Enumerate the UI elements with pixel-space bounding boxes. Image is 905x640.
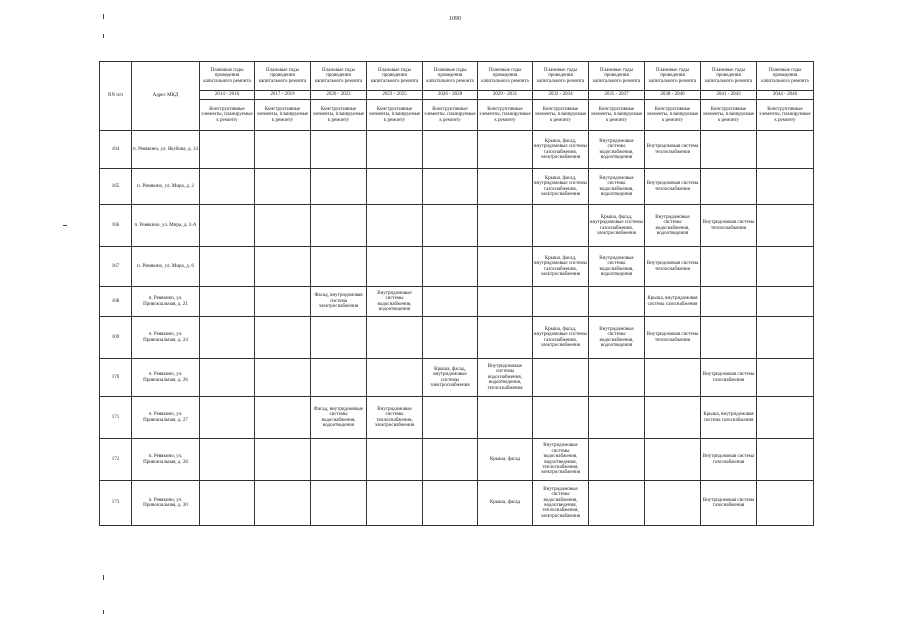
repair-elements-cell bbox=[478, 397, 533, 439]
period-elements-header: Конструктивные элементы, планируемые к ремонту bbox=[701, 100, 757, 131]
repair-elements-cell bbox=[200, 169, 255, 205]
repair-elements-cell: Внутридомовая система теплоснабжения bbox=[645, 247, 701, 287]
repair-elements-cell bbox=[423, 287, 478, 317]
repair-elements-cell bbox=[311, 247, 367, 287]
repair-elements-cell bbox=[311, 481, 367, 526]
table-row bbox=[100, 317, 814, 359]
repair-elements-cell bbox=[423, 397, 478, 439]
repair-elements-cell: Внутридомовая система теплоснабжения bbox=[701, 205, 757, 247]
row-address: п. Ревякино, ул. Привокзальная, д. 30 bbox=[132, 481, 200, 526]
period-title-header: Плановые годы проведения капитального ремонта bbox=[423, 62, 478, 91]
row-address: п. Ревякино, ул. Якубова, д. 14 bbox=[132, 131, 200, 169]
repair-elements-cell: Внутридомовая система газоснабжения bbox=[701, 439, 757, 481]
repair-elements-cell bbox=[645, 359, 701, 397]
period-title-header: Плановые годы проведения капитального ремонта bbox=[645, 62, 701, 91]
period-elements-header: Конструктивные элементы, планируемые к ремонту bbox=[533, 100, 589, 131]
period-elements-header: Конструктивные элементы, планируемые к ремонту bbox=[200, 100, 255, 131]
repair-elements-cell bbox=[367, 205, 423, 247]
repair-elements-cell: Крыша, фасад bbox=[478, 439, 533, 481]
period-elements-header: Конструктивные элементы, планируемые к ремонту bbox=[367, 100, 423, 131]
repair-elements-cell bbox=[589, 481, 645, 526]
row-number: 169 bbox=[100, 317, 132, 359]
repair-elements-cell bbox=[757, 247, 814, 287]
period-elements-header: Конструктивные элементы, планируемые к ремонту bbox=[423, 100, 478, 131]
table-row bbox=[100, 205, 814, 247]
repair-elements-cell bbox=[478, 317, 533, 359]
repair-elements-cell: Внутридомовая система теплоснабжения bbox=[645, 169, 701, 205]
row-number: 168 bbox=[100, 287, 132, 317]
repair-elements-cell: Внутридомовые системы водоснабжения, водоотведения bbox=[589, 169, 645, 205]
repair-elements-cell bbox=[478, 205, 533, 247]
repair-elements-cell: Внутридомовая система газоснабжения bbox=[701, 481, 757, 526]
repair-elements-cell bbox=[757, 287, 814, 317]
repair-elements-cell bbox=[311, 439, 367, 481]
scan-mark bbox=[103, 14, 104, 19]
repair-elements-cell bbox=[200, 287, 255, 317]
repair-schedule-table bbox=[99, 61, 814, 526]
period-range-header: 2014 - 2016 bbox=[200, 91, 255, 100]
column-header-number: NN п/п bbox=[100, 62, 132, 131]
table-row bbox=[100, 131, 814, 169]
repair-elements-cell bbox=[367, 359, 423, 397]
repair-elements-cell: Внутридомовые системы водоснабжения, водоотведения, теплоснабжения, электроснабжения bbox=[533, 439, 589, 481]
repair-elements-cell bbox=[701, 247, 757, 287]
period-title-header: Плановые годы проведения капитального ремонта bbox=[255, 62, 311, 91]
repair-elements-cell bbox=[367, 247, 423, 287]
repair-elements-cell bbox=[757, 317, 814, 359]
repair-elements-cell bbox=[200, 397, 255, 439]
row-address: п. Ревякино, ул. Привокзальная, д. 26 bbox=[132, 359, 200, 397]
row-address: п. Ревякино, ул. Привокзальная, д. 28 bbox=[132, 439, 200, 481]
repair-elements-cell bbox=[200, 131, 255, 169]
repair-elements-cell bbox=[757, 481, 814, 526]
repair-elements-cell bbox=[311, 359, 367, 397]
repair-elements-cell bbox=[423, 169, 478, 205]
period-range-header: 2026 - 2028 bbox=[423, 91, 478, 100]
repair-elements-cell bbox=[200, 317, 255, 359]
repair-elements-cell: Внутридомовая система газоснабжения bbox=[701, 359, 757, 397]
repair-elements-cell bbox=[533, 397, 589, 439]
repair-elements-cell bbox=[757, 397, 814, 439]
repair-elements-cell bbox=[757, 439, 814, 481]
repair-elements-cell bbox=[701, 169, 757, 205]
repair-elements-cell: Внутридомовые системы водоснабжения, водоотведения bbox=[589, 247, 645, 287]
repair-elements-cell: Внутридомовые системы водоснабжения, водоотведения bbox=[367, 287, 423, 317]
row-address: п. Ревякино, ул. Мира, д. 2-А bbox=[132, 205, 200, 247]
repair-elements-cell: Внутридомовая система теплоснабжения bbox=[645, 131, 701, 169]
repair-elements-cell bbox=[255, 439, 311, 481]
table-row bbox=[100, 481, 814, 526]
table-row bbox=[100, 359, 814, 397]
repair-elements-cell bbox=[589, 439, 645, 481]
repair-elements-cell bbox=[255, 205, 311, 247]
repair-elements-cell: Внутридомовые системы водоснабжения, водоотведения bbox=[589, 131, 645, 169]
repair-elements-cell bbox=[255, 287, 311, 317]
row-number: 172 bbox=[100, 439, 132, 481]
repair-elements-cell bbox=[423, 481, 478, 526]
table-row bbox=[100, 397, 814, 439]
repair-elements-cell: Внутридомовые системы водоснабжения, водоотведения, теплоснабжения bbox=[478, 359, 533, 397]
repair-elements-cell bbox=[701, 317, 757, 359]
repair-elements-cell bbox=[311, 131, 367, 169]
period-elements-header: Конструктивные элементы, планируемые к ремонту bbox=[478, 100, 533, 131]
repair-elements-cell bbox=[255, 317, 311, 359]
row-address: п. Ревякино, ул. Привокзальная, д. 21 bbox=[132, 287, 200, 317]
repair-elements-cell bbox=[255, 359, 311, 397]
repair-elements-cell bbox=[645, 397, 701, 439]
repair-elements-cell: Крыша, фасад bbox=[478, 481, 533, 526]
repair-elements-cell bbox=[701, 287, 757, 317]
scan-mark bbox=[63, 225, 67, 226]
repair-elements-cell bbox=[255, 397, 311, 439]
period-title-header: Плановые годы проведения капитального ремонта bbox=[533, 62, 589, 91]
repair-elements-cell: Внутридомовые системы водоснабжения, водоотведения bbox=[645, 205, 701, 247]
repair-elements-cell bbox=[367, 439, 423, 481]
repair-elements-cell bbox=[367, 131, 423, 169]
period-elements-header: Конструктивные элементы, планируемые к ремонту bbox=[645, 100, 701, 131]
scan-mark bbox=[103, 34, 104, 38]
repair-elements-cell bbox=[423, 247, 478, 287]
period-title-header: Плановые годы проведения капитального ремонта bbox=[200, 62, 255, 91]
repair-elements-cell bbox=[533, 287, 589, 317]
period-title-header: Плановые годы проведения капитального ремонта bbox=[367, 62, 423, 91]
row-number: 166 bbox=[100, 205, 132, 247]
repair-elements-cell bbox=[589, 359, 645, 397]
row-number: 164 bbox=[100, 131, 132, 169]
repair-elements-cell bbox=[533, 359, 589, 397]
period-range-header: 2035 - 2037 bbox=[589, 91, 645, 100]
repair-elements-cell bbox=[255, 169, 311, 205]
period-title-header: Плановые годы проведения капитального ремонта bbox=[478, 62, 533, 91]
header-row-ranges bbox=[100, 91, 814, 100]
row-number: 171 bbox=[100, 397, 132, 439]
repair-elements-cell bbox=[367, 481, 423, 526]
repair-elements-cell bbox=[423, 205, 478, 247]
repair-elements-cell bbox=[367, 169, 423, 205]
header-row-elements bbox=[100, 100, 814, 131]
repair-elements-cell bbox=[200, 481, 255, 526]
repair-elements-cell bbox=[589, 287, 645, 317]
repair-elements-cell bbox=[200, 439, 255, 481]
scan-mark bbox=[103, 575, 104, 580]
repair-elements-cell bbox=[255, 247, 311, 287]
column-header-address: Адрес МКД bbox=[132, 62, 200, 131]
row-number: 167 bbox=[100, 247, 132, 287]
period-title-header: Плановые годы проведения капитального ремонта bbox=[757, 62, 814, 91]
repair-elements-cell: Фасад, внутридомовые системы водоснабжения, водоотведения bbox=[311, 397, 367, 439]
repair-elements-cell: Крыша, фасад, внутридомовые системы газоснабжения, электроснабжения bbox=[533, 247, 589, 287]
row-address: п. Ревякино, ул. Привокзальная, д. 27 bbox=[132, 397, 200, 439]
repair-elements-cell: Крыша, фасад, внутридомовые системы газоснабжения, электроснабжения bbox=[589, 205, 645, 247]
row-number: 173 bbox=[100, 481, 132, 526]
repair-elements-cell bbox=[701, 131, 757, 169]
table-row bbox=[100, 247, 814, 287]
repair-elements-cell: Крыша, фасад, внутридомовые системы газоснабжения, электроснабжения bbox=[533, 317, 589, 359]
period-range-header: 2044 - 2046 bbox=[757, 91, 814, 100]
row-number: 170 bbox=[100, 359, 132, 397]
repair-elements-cell bbox=[423, 317, 478, 359]
repair-elements-cell: Крыша, фасад, внутридомовые системы газоснабжения, электроснабжения bbox=[533, 169, 589, 205]
period-elements-header: Конструктивные элементы, планируемые к ремонту bbox=[311, 100, 367, 131]
repair-elements-cell bbox=[757, 131, 814, 169]
repair-elements-cell: Крыша, внутридомовая система газоснабжения bbox=[701, 397, 757, 439]
page-number: 1090 bbox=[449, 16, 461, 22]
period-range-header: 2023 - 2025 bbox=[367, 91, 423, 100]
repair-elements-cell bbox=[311, 169, 367, 205]
row-address: п. Ревякино, ул. Мира, д. 6 bbox=[132, 247, 200, 287]
table-row bbox=[100, 439, 814, 481]
repair-elements-cell bbox=[478, 169, 533, 205]
repair-elements-cell bbox=[533, 205, 589, 247]
row-address: п. Ревякино, ул. Мира, д. 2 bbox=[132, 169, 200, 205]
repair-elements-cell bbox=[423, 439, 478, 481]
period-title-header: Плановые годы проведения капитального ремонта bbox=[589, 62, 645, 91]
period-range-header: 2041 - 2043 bbox=[701, 91, 757, 100]
period-range-header: 2032 - 2034 bbox=[533, 91, 589, 100]
repair-elements-cell: Крыша, фасад, внутридомовые системы газоснабжения, электроснабжения bbox=[533, 131, 589, 169]
period-elements-header: Конструктивные элементы, планируемые к ремонту bbox=[589, 100, 645, 131]
repair-elements-cell bbox=[311, 205, 367, 247]
row-number: 165 bbox=[100, 169, 132, 205]
repair-elements-cell: Внутридомовая система теплоснабжения bbox=[645, 317, 701, 359]
repair-elements-cell bbox=[757, 359, 814, 397]
period-title-header: Плановые годы проведения капитального ремонта bbox=[311, 62, 367, 91]
repair-elements-cell: Внутридомовые системы водоснабжения, водоотведения bbox=[589, 317, 645, 359]
repair-elements-cell bbox=[645, 481, 701, 526]
period-range-header: 2029 - 2031 bbox=[478, 91, 533, 100]
period-elements-header: Конструктивные элементы, планируемые к ремонту bbox=[757, 100, 814, 131]
header-row-years bbox=[100, 62, 814, 91]
repair-elements-cell bbox=[478, 247, 533, 287]
period-elements-header: Конструктивные элементы, планируемые к ремонту bbox=[255, 100, 311, 131]
period-range-header: 2017 - 2019 bbox=[255, 91, 311, 100]
repair-elements-cell bbox=[423, 131, 478, 169]
repair-elements-cell bbox=[255, 131, 311, 169]
row-address: п. Ревякино, ул. Привокзальная, д. 24 bbox=[132, 317, 200, 359]
repair-elements-cell: Крыша, фасад, внутридомовые системы электроснабжения bbox=[423, 359, 478, 397]
period-range-header: 2020 - 2022 bbox=[311, 91, 367, 100]
period-range-header: 2038 - 2040 bbox=[645, 91, 701, 100]
repair-elements-cell bbox=[200, 359, 255, 397]
repair-elements-cell bbox=[311, 317, 367, 359]
repair-elements-cell bbox=[645, 439, 701, 481]
repair-elements-cell bbox=[757, 169, 814, 205]
scan-mark bbox=[103, 610, 104, 614]
repair-elements-cell bbox=[478, 287, 533, 317]
period-title-header: Плановые годы проведения капитального ремонта bbox=[701, 62, 757, 91]
table-row bbox=[100, 287, 814, 317]
repair-elements-cell: Внутридомовые системы водоснабжения, водоотведения, теплоснабжения, электроснабжения bbox=[533, 481, 589, 526]
repair-elements-cell: Фасад, внутридомовая система электроснабжения bbox=[311, 287, 367, 317]
repair-elements-cell bbox=[367, 317, 423, 359]
repair-elements-cell bbox=[757, 205, 814, 247]
repair-elements-cell bbox=[589, 397, 645, 439]
repair-elements-cell bbox=[200, 247, 255, 287]
repair-elements-cell: Внутридомовые системы теплоснабжения, электроснабжения bbox=[367, 397, 423, 439]
repair-elements-cell: Крыша, внутридомовая система газоснабжения bbox=[645, 287, 701, 317]
table-row bbox=[100, 169, 814, 205]
repair-elements-cell bbox=[200, 205, 255, 247]
repair-elements-cell bbox=[255, 481, 311, 526]
repair-elements-cell bbox=[478, 131, 533, 169]
